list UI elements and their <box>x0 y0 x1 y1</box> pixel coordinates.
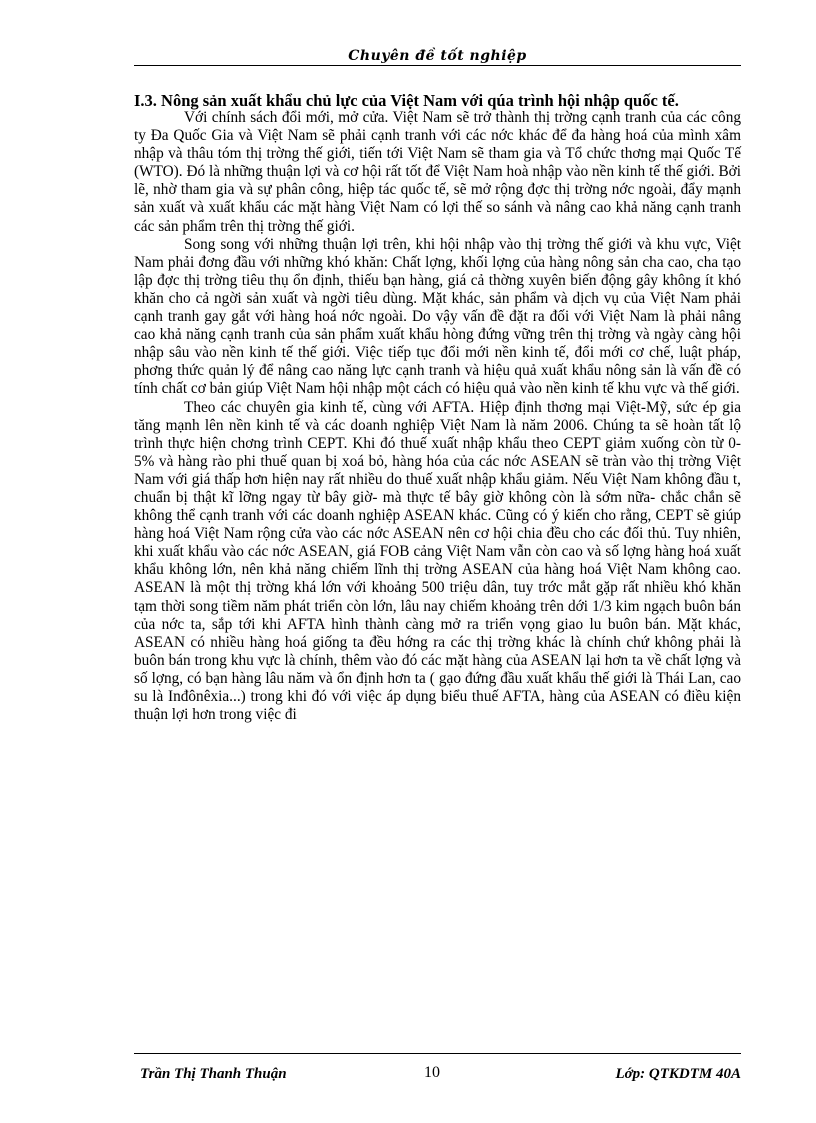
document-body <box>134 92 741 724</box>
page-number: 10 <box>424 1064 440 1081</box>
page-header <box>134 47 741 66</box>
paragraph-1: Với chính sách đổi mới, mở cửa. Việt Nam sẽ trở thành thị trờng cạnh tranh của các công ty Đa Quốc Gia và Việt Nam sẽ phải cạnh tranh với các nớc khác để đa hàng hoá của mình xâm nhập và thâu tóm thị trờng thế giới, tiến tới Việt Nam sẽ tham gia và Tổ chức thơng mại Quốc Tế (WTO). Đó là những thuận lợi và cơ hội rất tốt để Việt Nam hoà nhập vào nền kinh tế thế giới. Bởi lẽ, nhờ tham gia và sự phân công, hiệp tác quốc tế, sẽ mở rộng đợc thị trờng nớc ngoài, đẩy mạnh sản xuất và xuất khẩu các mặt hàng Việt Nam có lợi thế so sánh và nâng cao khả năng cạnh tranh các sản phẩm trên thị trờng thế giới. <box>134 109 741 235</box>
header-title: Chuyên đề tốt nghiệp <box>348 48 527 64</box>
section-heading: I.3. Nông sản xuất khẩu chủ lực của Việt Nam với qúa trình hội nhập quốc tế. <box>134 91 679 110</box>
footer-class: Lớp: QTKDTM 40A <box>615 1066 741 1082</box>
footer-author: Trần Thị Thanh Thuận <box>140 1066 287 1082</box>
paragraph-2: Song song với những thuận lợi trên, khi hội nhập vào thị trờng thế giới và khu vực, Việt Nam phải đơng đầu với những khó khăn: Chất lợng, khối lợng của hàng nông sản cha cao, cha tạo lập đợc thị trờng tiêu thụ ổn định, thiếu bạn hàng, giá cả thờng xuyên biến động gây không ít khó khăn cho cả ngời sản xuất và ngời tiêu dùng. Mặt khác, sản phẩm và dịch vụ của Việt Nam phải cạnh tranh gay gắt với hàng hoá nớc ngoài. Do vậy vấn đề đặt ra đối với Việt Nam là phải nâng cao khả năng cạnh tranh của sản phẩm xuất khẩu hòng đứng vững trên thị trờng và ngày càng hội nhập sâu vào nền kinh tế thế giới. Việc tiếp tục đổi mới nền kinh tế, đổi mới cơ chế, luật pháp, phơng thức quản lý để nâng cao năng lực cạnh tranh và hiệu quả xuất khẩu nông sản là vấn đề có tính chất cơ bản giúp Việt Nam hội nhập một cách có hiệu quả vào nền kinh tế khu vực và thế giới. <box>134 235 741 398</box>
paragraph-3: Theo các chuyên gia kinh tế, cùng với AFTA. Hiệp định thơng mại Việt-Mỹ, sức ép gia tăng mạnh lên nền kinh tế và các doanh nghiệp Việt Nam là năm 2006. Chúng ta sẽ hoàn tất lộ trình thực hiện chơng trình CEPT. Khi đó thuế xuất nhập khẩu theo CEPT giảm xuống còn từ 0-5% và hàng rào phi thuế quan bị xoá bỏ, hàng hóa của các nớc ASEAN sẽ tràn vào thị trờng Việt Nam với giá thấp hơn hiện nay rất nhiều do thuế xuất nhập khẩu giảm. Nếu Việt Nam không đầu t, chuẩn bị thật kĩ lỡng ngay từ bây giờ- mà thực tế bây giờ không còn là sớm nữa- chắc chắn sẽ không thể cạnh tranh với các doanh nghiệp ASEAN khác. Cũng có ý kiến cho rằng, CEPT sẽ giúp hàng hoá Việt Nam rộng cửa vào các nớc ASEAN nên cơ hội chia đều cho các đối thủ. Tuy nhiên, khi xuất khẩu vào các nớc ASEAN, giá FOB cảng Việt Nam vẫn còn cao và số lợng hàng hoá xuất khẩu không lớn, nên khả năng chiếm lĩnh thị trờng ASEAN của hàng hoá Việt Nam không cao. ASEAN là một thị trờng khá lớn với khoảng 500 triệu dân, tuy trớc mắt gặp rất nhiều khó khăn tạm thời song tiềm năm phát triển còn lớn, lâu nay chiếm khoảng trên dới 1/3 kim ngạch buôn bán của nớc ta, sắp tới khi AFTA hình thành càng mở ra triển vọng giao lu buôn bán. Mặt khác, ASEAN có nhiều hàng hoá giống ta đều hớng ra các thị trờng khác là chính chứ không phải là buôn bán trong khu vực là chính, thêm vào đó các mặt hàng của ASEAN lại hơn ta về chất lợng và số lợng, có bạn hàng lâu năm và ổn định hơn ta ( gạo đứng đầu xuất khẩu thế giới là Thái Lan, cao su là Inđônêxia...) trong khi đó với việc áp dụng biểu thuế AFTA, hàng của ASEAN có điều kiện thuận lợi hơn trong việc đi <box>134 398 741 724</box>
page-footer <box>134 1053 741 1086</box>
